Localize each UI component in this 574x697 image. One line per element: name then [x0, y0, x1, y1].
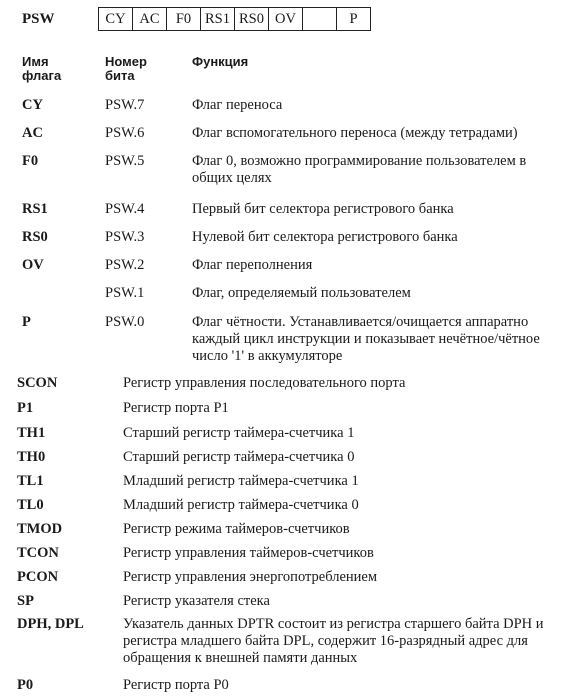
register-description: Регистр указателя стека	[123, 593, 270, 609]
register-description: Указатель данных DPTR состоит из регистра старшего байта DPH и регистра младшего байта DPL, содержит 16-разрядный адрес для обращения к внешней памяти данных	[123, 616, 544, 666]
psw-bit-0: P	[337, 8, 371, 31]
flag-description: Флаг 0, возможно программирование пользователем в общих целях	[192, 153, 527, 186]
register-name: TL1	[17, 473, 44, 489]
flag-bit: PSW.1	[105, 285, 145, 301]
flag-bit: PSW.6	[105, 125, 145, 141]
register-name: TL0	[17, 497, 44, 513]
register-name: TCON	[17, 545, 59, 561]
register-name: P1	[17, 400, 34, 416]
flag-name: RS0	[22, 229, 48, 245]
register-description: Регистр режима таймеров-счетчиков	[123, 521, 350, 537]
psw-bit-2: OV	[269, 8, 303, 31]
register-description: Регистр управления энергопотреблением	[123, 569, 378, 585]
flag-bit: PSW.7	[105, 97, 145, 113]
flag-bit: PSW.5	[105, 153, 145, 169]
register-description: Регистр порта P0	[123, 677, 229, 693]
register-description: Младший регистр таймера-счетчика 0	[123, 497, 359, 513]
register-name: TMOD	[17, 521, 63, 537]
register-name: SCON	[17, 375, 58, 391]
register-name: DPH, DPL	[17, 616, 84, 632]
flag-bit: PSW.4	[105, 201, 145, 217]
header-bit-number: Номер бита	[105, 54, 147, 83]
psw-bit-1	[303, 8, 337, 31]
psw-bit-table	[98, 7, 371, 31]
psw-bit-3: RS0	[235, 8, 269, 31]
register-description: Регистр порта P1	[123, 400, 229, 416]
flag-description: Первый бит селектора регистрового банка	[192, 201, 454, 217]
psw-label: PSW	[22, 11, 55, 27]
register-description: Младший регистр таймера-счетчика 1	[123, 473, 359, 489]
psw-bit-4: RS1	[201, 8, 235, 31]
register-name: P0	[17, 677, 34, 693]
psw-bit-6: AC	[133, 8, 167, 31]
flag-bit: PSW.3	[105, 229, 145, 245]
psw-bit-7: CY	[99, 8, 133, 31]
register-description: Регистр управления последовательного порта	[123, 375, 406, 391]
flag-name: CY	[22, 97, 43, 113]
register-description: Старший регистр таймера-счетчика 0	[123, 449, 355, 465]
flag-description: Флаг чётности. Устанавливается/очищается аппаратно каждый цикл инструкции и показывает нечётное/чётное число '1' в аккумуляторе	[192, 314, 540, 364]
register-name: TH0	[17, 449, 46, 465]
flag-description: Флаг переноса	[192, 97, 283, 113]
header-function: Функция	[192, 54, 249, 69]
flag-bit: PSW.0	[105, 314, 145, 330]
flag-description: Флаг переполнения	[192, 257, 313, 273]
flag-name: P	[22, 314, 31, 330]
flag-bit: PSW.2	[105, 257, 145, 273]
flag-name: F0	[22, 153, 39, 169]
register-description: Регистр управления таймеров-счетчиков	[123, 545, 374, 561]
register-name: PCON	[17, 569, 59, 585]
psw-bit-5: F0	[167, 8, 201, 31]
header-flag-name: Имя флага	[22, 54, 62, 83]
register-description: Старший регистр таймера-счетчика 1	[123, 425, 355, 441]
flag-description: Флаг, определяемый пользователем	[192, 285, 411, 301]
flag-name: AC	[22, 125, 43, 141]
flag-name: RS1	[22, 201, 48, 217]
flag-description: Флаг вспомогательного переноса (между тетрадами)	[192, 125, 518, 141]
flag-name: OV	[22, 257, 44, 273]
psw-register-layout	[0, 2, 574, 38]
register-name: SP	[17, 593, 34, 609]
register-name: TH1	[17, 425, 46, 441]
flag-description: Нулевой бит селектора регистрового банка	[192, 229, 458, 245]
